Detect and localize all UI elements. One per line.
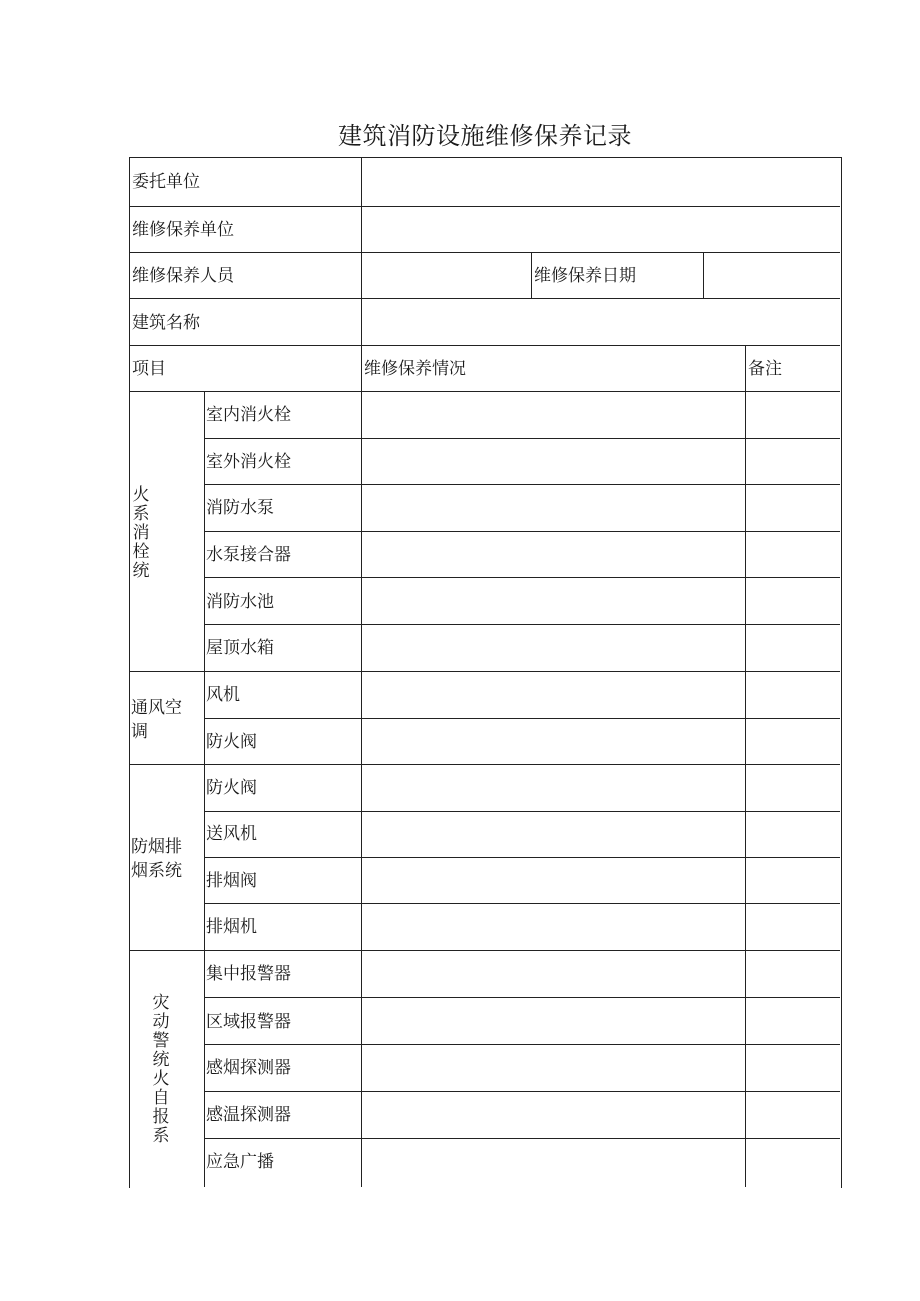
status-column-header: 维修保养情况 (364, 359, 466, 379)
group-label-hydrant: 火 系 消 栓 统 (132, 485, 150, 581)
item-column-header: 项目 (132, 359, 166, 379)
item-label: 屋顶水箱 (206, 638, 274, 658)
maint-unit-label: 维修保养单位 (132, 220, 234, 240)
item-label: 风机 (206, 685, 240, 705)
column-divider (361, 157, 362, 1187)
item-label: 防火阀 (206, 732, 257, 752)
column-divider (531, 252, 532, 298)
group-label-alarm: 灾 动 警 统 火 自 报 系 (152, 993, 170, 1146)
row-divider (129, 671, 840, 672)
client-unit-label: 委托单位 (132, 172, 200, 192)
item-label: 应急广播 (206, 1152, 274, 1172)
item-label: 排烟机 (206, 917, 257, 937)
maint-date-value[interactable] (706, 254, 836, 296)
maint-person-value[interactable] (364, 254, 528, 296)
client-unit-value[interactable] (364, 160, 836, 204)
item-label: 室外消火栓 (206, 452, 291, 472)
column-divider (703, 252, 704, 298)
item-label: 消防水泵 (206, 498, 274, 518)
item-label: 室内消火栓 (206, 405, 291, 425)
page-title: 建筑消防设施维修保养记录 (338, 122, 632, 150)
maint-person-label: 维修保养人员 (132, 266, 234, 286)
building-name-label: 建筑名称 (132, 313, 200, 333)
row-divider (129, 764, 840, 765)
row-divider (129, 391, 840, 392)
item-label: 消防水池 (206, 592, 274, 612)
building-name-value[interactable] (364, 300, 836, 343)
column-divider (204, 391, 205, 1187)
item-label: 防火阀 (206, 778, 257, 798)
row-divider (129, 252, 840, 253)
remark-column-header: 备注 (748, 359, 782, 379)
item-label: 排烟阀 (206, 871, 257, 891)
item-label: 感温探测器 (206, 1105, 291, 1125)
maint-date-label: 维修保养日期 (534, 266, 636, 286)
group-label-smoke: 防烟排 烟系统 (131, 837, 182, 881)
row-divider (129, 345, 840, 346)
item-label: 送风机 (206, 824, 257, 844)
item-label: 水泵接合器 (206, 545, 291, 565)
item-label: 区域报警器 (206, 1012, 291, 1032)
item-label: 感烟探测器 (206, 1058, 291, 1078)
row-divider (129, 298, 840, 299)
group-label-hvac: 通风空 调 (131, 698, 182, 742)
column-divider (745, 345, 746, 1187)
row-divider (129, 206, 840, 207)
maint-unit-value[interactable] (364, 208, 836, 250)
row-divider (129, 950, 840, 951)
item-label: 集中报警器 (206, 964, 291, 984)
